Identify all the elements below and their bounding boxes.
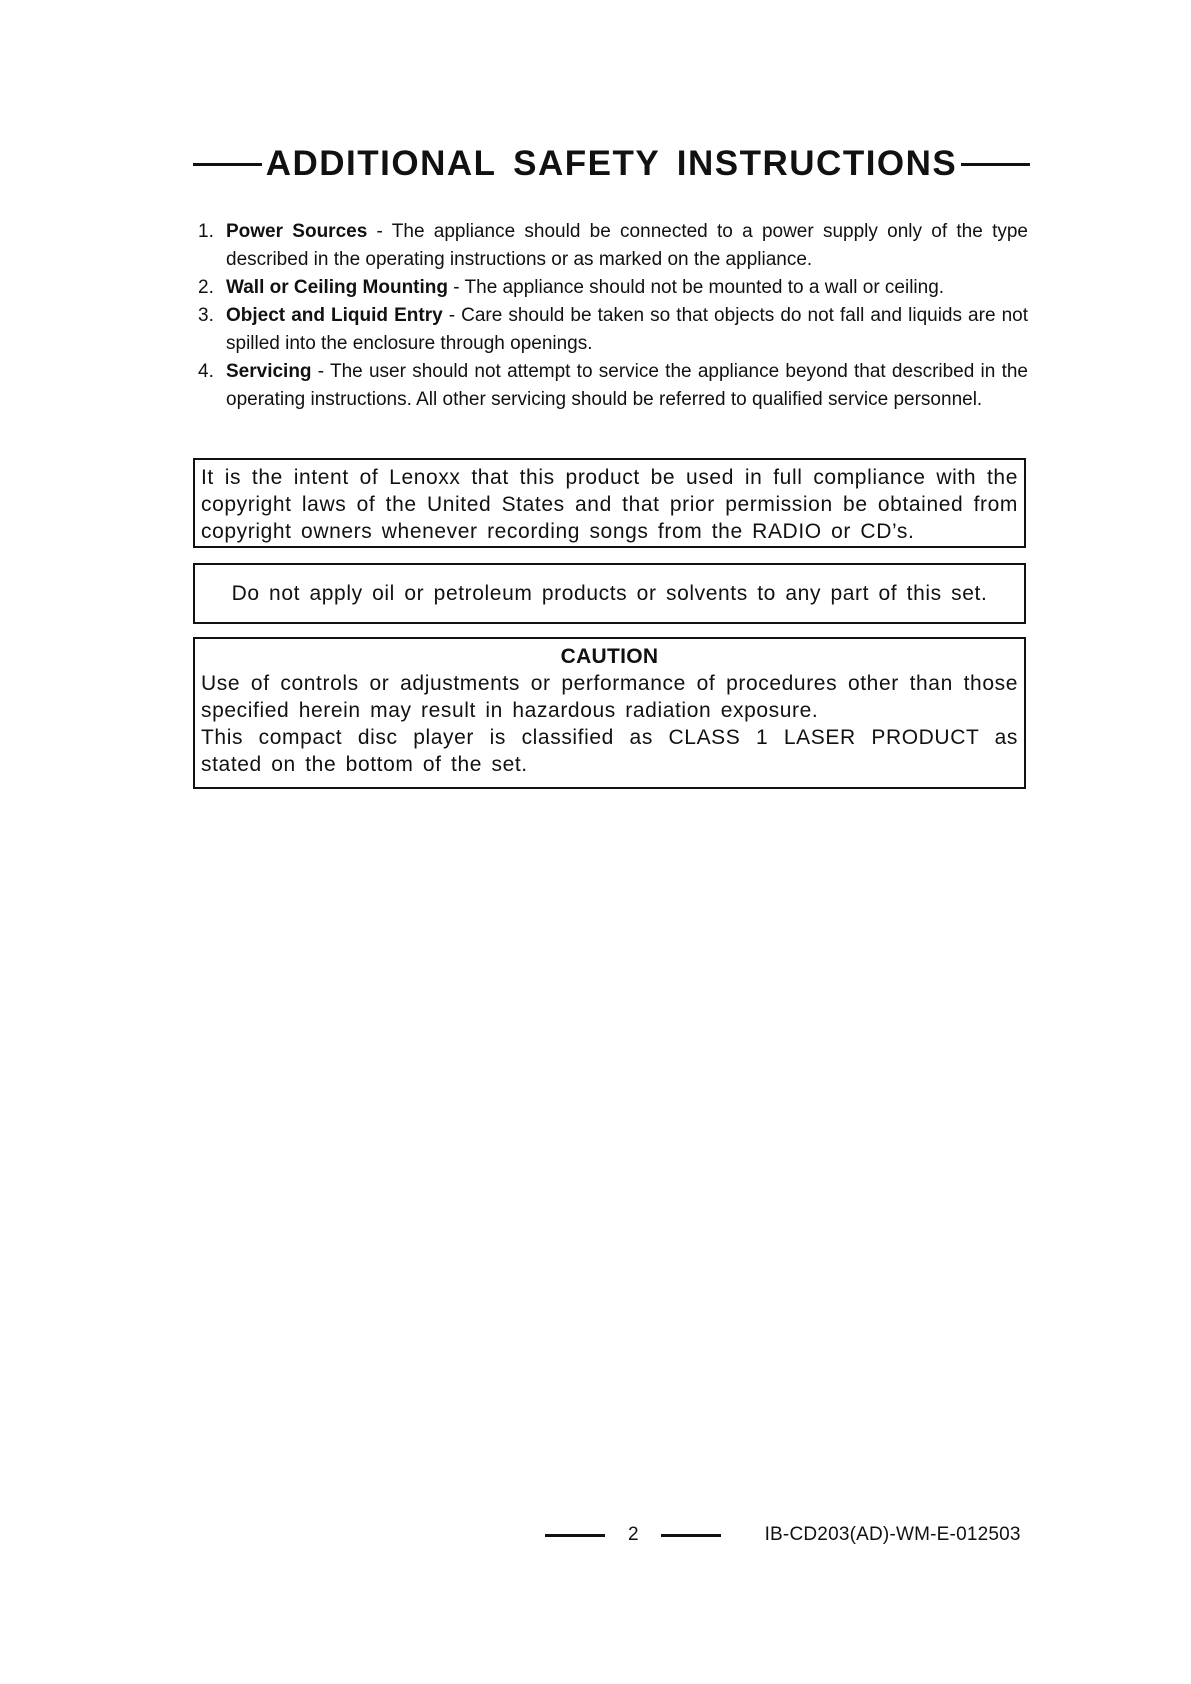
oil-notice-box: [193, 563, 1026, 624]
caution-laser-text: This compact disc player is classified as CLASS 1 LASER PRODUCT as stated on the bottom of the set.: [201, 726, 1018, 776]
item-text: - The appliance should not be mounted to a wall or ceiling.: [448, 277, 945, 298]
item-number: 3.: [198, 305, 214, 326]
footer-right-rule: [661, 1534, 721, 1537]
list-item: [198, 218, 1028, 274]
safety-instructions-list: [198, 218, 1028, 414]
item-term: Wall or Ceiling Mounting: [226, 277, 448, 298]
list-item: [198, 302, 1028, 358]
item-number: 2.: [198, 277, 214, 298]
copyright-notice-box: [193, 458, 1026, 548]
item-term: Servicing: [226, 361, 312, 382]
item-term: Object and Liquid Entry: [226, 305, 443, 326]
list-item: [198, 274, 1028, 302]
list-item: [198, 358, 1028, 414]
item-number: 4.: [198, 361, 214, 382]
item-text: - Care should be taken so that objects do not fall and liquids are not spilled into the enclosure through openings.: [226, 305, 1028, 354]
title-left-rule: [193, 163, 262, 166]
page-footer: [545, 1520, 1035, 1550]
item-term: Power Sources: [226, 221, 368, 242]
item-text: - The appliance should be connected to a power supply only of the type described in the operating instructions or as marked on the appliance.: [226, 221, 1028, 270]
item-text: - The user should not attempt to service the appliance beyond that described in the operating instructions. All other servicing should be referred to qualified service personnel.: [226, 361, 1028, 410]
page-title: ADDITIONAL SAFETY INSTRUCTIONS: [265, 144, 958, 183]
document-code: IB-CD203(AD)-WM-E-012503: [764, 1524, 1021, 1545]
copyright-notice: It is the intent of Lenoxx that this product be used in full compliance with the copyright laws of the United States and that prior permission be obtained from copyright owners whenever recording songs from the RADIO or CD’s.: [201, 466, 1018, 543]
item-body: [226, 358, 1028, 414]
caution-box: [193, 637, 1026, 789]
page-number: 2: [628, 1524, 639, 1545]
caution-radiation-text: Use of controls or adjustments or performance of procedures other than those specified herein may result in hazardous radiation exposure.: [201, 672, 1018, 722]
page-title-row: [193, 140, 1030, 188]
item-number: 1.: [198, 221, 214, 242]
caution-heading: CAUTION: [560, 645, 659, 668]
oil-notice: Do not apply oil or petroleum products or solvents to any part of this set.: [231, 582, 988, 605]
item-body: [226, 218, 1028, 274]
item-body: [226, 302, 1028, 358]
footer-left-rule: [545, 1534, 605, 1537]
item-body: [226, 274, 1028, 302]
title-right-rule: [961, 163, 1030, 166]
